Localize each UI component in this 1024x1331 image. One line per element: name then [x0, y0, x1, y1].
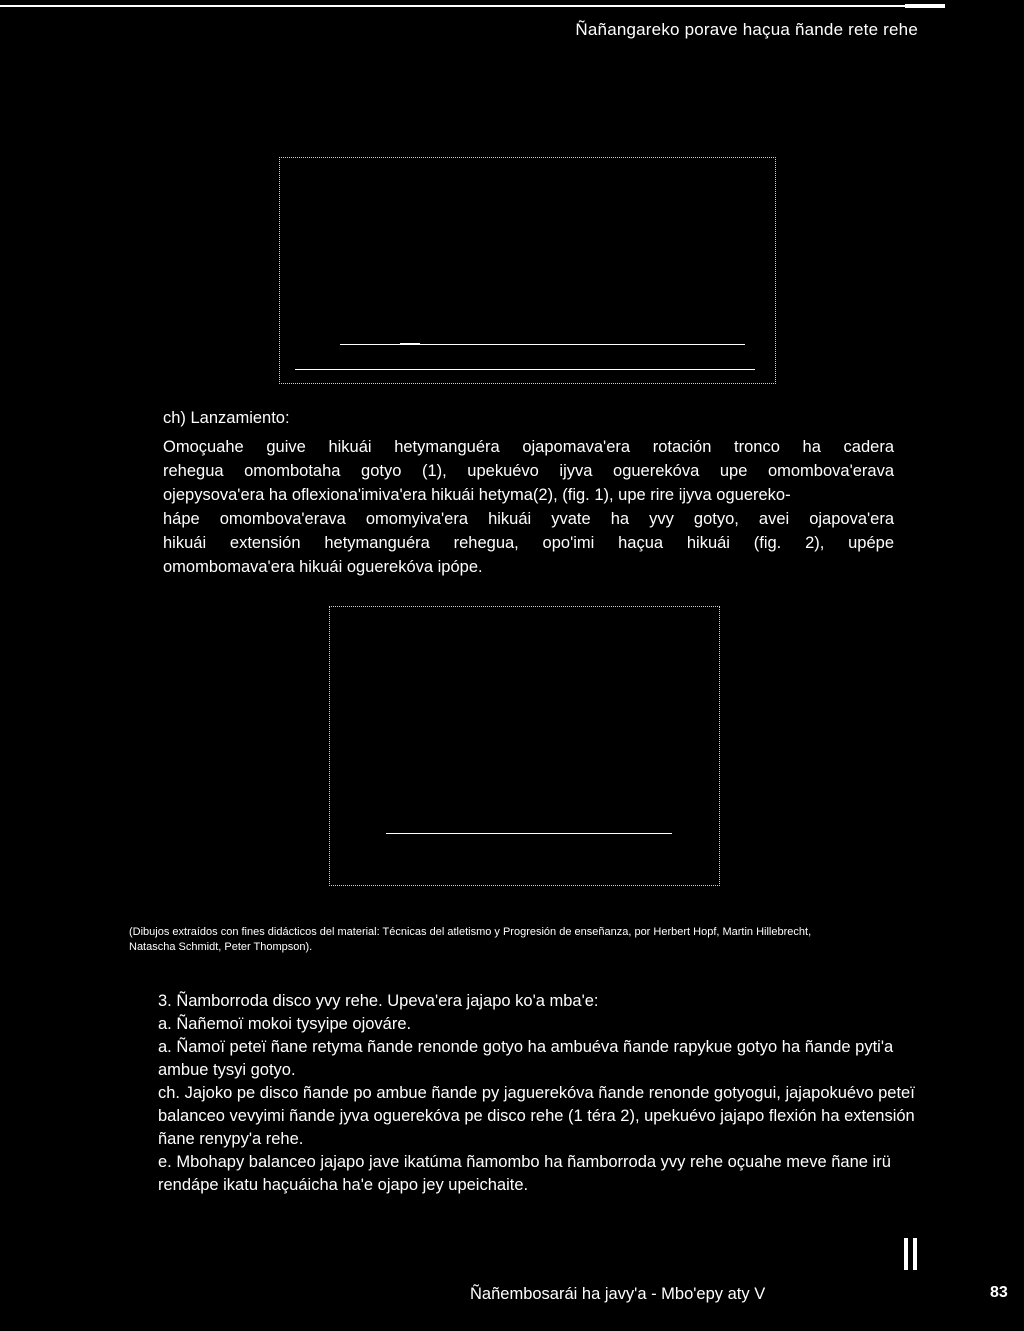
figure-1-ground-line — [295, 369, 755, 370]
paragraph-line: Omoçuahe guive hikuái hetymanguéra ojapomava'era rotación tronco ha cadera — [163, 438, 894, 456]
marker-bar — [913, 1238, 917, 1270]
figure-caption — [129, 925, 929, 955]
running-header: Ñañangareko porave haçua ñande rete rehe — [575, 20, 918, 39]
footer-title: Ñañembosarái ha javy'a - Mbo'epy aty V — [470, 1285, 766, 1303]
paragraph-line: hikuái extensión hetymanguéra rehegua, opo'imi haçua hikuái (fig. 2), upépe — [163, 534, 894, 552]
figure-2-frame — [329, 606, 720, 886]
top-rule-end — [905, 4, 945, 8]
list-item: 3. Ñamborroda disco yvy rehe. Upeva'era jajapo ko'a mba'e: — [158, 992, 599, 1010]
paragraph-line: ojepysova'era ha oflexiona'imiva'era hikuái hetyma(2), (fig. 1), upe rire ijyva oguereko- — [163, 486, 791, 504]
paragraph-line: omombomava'era hikuái oguerekóva ipópe. — [163, 558, 483, 576]
list-item: ch. Jajoko pe disco ñande po ambue ñande py jaguerekóva ñande renonde gotyogui, jajapokuévo peteï balanceo vevyimi ñande jyva oguerekóva pe disco rehe (1 téra 2), upekuévo jajapo flexión ha extensión ñane renypy'a rehe. — [158, 1084, 915, 1148]
caption-line: Natascha Schmidt, Peter Thompson). — [129, 941, 313, 953]
section-marker-bars — [904, 1238, 922, 1275]
list-item: a. Ñañemoï mokoi tysyipe ojováre. — [158, 1015, 412, 1033]
figure-2-ground-line — [386, 833, 672, 834]
instruction-list — [158, 990, 923, 1197]
caption-line: (Dibujos extraídos con fines didácticos del material: Técnicas del atletismo y Progresión de enseñanza, por Herbert Hopf, Martin Hillebrecht, — [129, 926, 812, 938]
top-rule — [0, 5, 940, 7]
figure-1-frame — [279, 157, 776, 384]
paragraph-line: rehegua omombotaha gotyo (1), upekuévo ijyva oguerekóva upe omombova'erava — [163, 462, 894, 480]
figure-1-ground-line — [400, 343, 420, 345]
paragraph-line: hápe omombova'erava omomyiva'era hikuái yvate ha yvy gotyo, avei ojapova'era — [163, 510, 894, 528]
section-heading: ch) Lanzamiento: — [163, 409, 290, 427]
list-item: a. Ñamoï peteï ñane retyma ñande renonde gotyo ha ambuéva ñande rapykue gotyo ha ñande pyti'a ambue tysyi gotyo. — [158, 1038, 894, 1079]
list-item: e. Mbohapy balanceo jajapo jave ikatúma ñamombo ha ñamborroda yvy rehe oçuahe meve ñane irü rendápe ikatu haçuáicha ha'e ojapo jey upeichaite. — [158, 1153, 891, 1194]
page-number: 83 — [990, 1284, 1008, 1301]
marker-bar — [904, 1238, 908, 1270]
